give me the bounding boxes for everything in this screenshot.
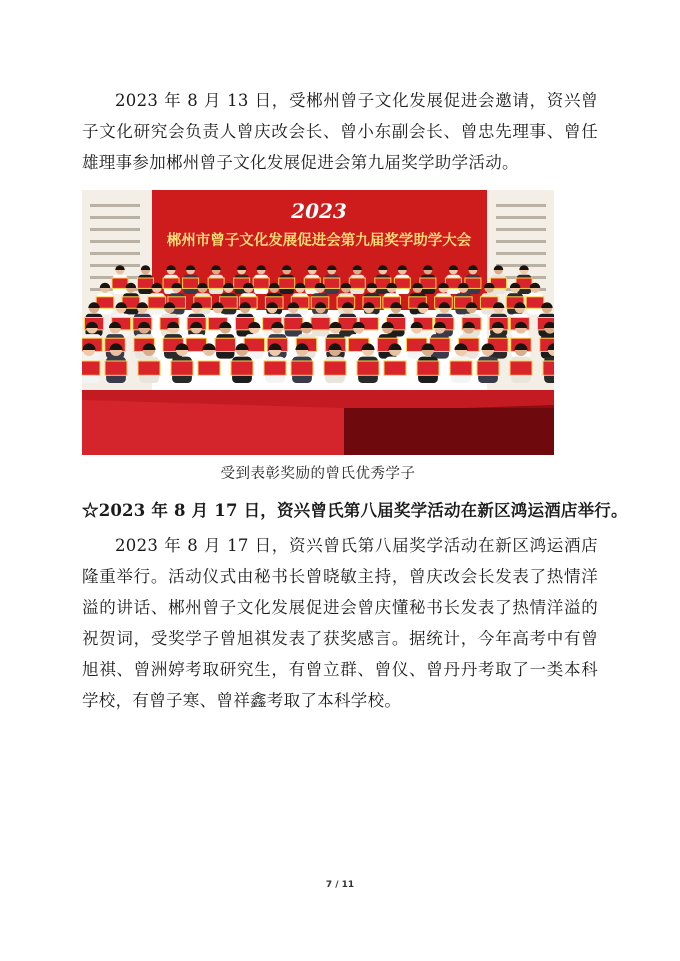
- banner-title: 郴州市曾子文化发展促进会第九届奖学助学大会: [166, 233, 472, 249]
- award-group-photo: [82, 190, 554, 455]
- section-heading: ☆2023 年 8 月 17 日，资兴曾氏第八届奖学活动在新区鸿运酒店举行。: [82, 501, 628, 520]
- banner-year: 2023: [291, 199, 347, 223]
- photo-caption: 受到表彰奖励的曾氏优秀学子: [220, 466, 416, 482]
- event-paragraph: 2023 年 8 月 17 日，资兴曾氏第八届奖学活动在新区鸿运酒店隆重举行。活动仪式由秘书长曾晓敏主持，曾庆改会长发表了热情洋溢的讲话、郴州曾子文化发展促进会曾庆懂秘书长发表了热情洋溢的祝贺词，受奖学子曾旭祺发表了获奖感言。据统计，今年高考中有曾旭祺、曾洲婷考取研究生，有曾立群、曾仪、曾丹丹考取了一类本科学校，有曾子寒、曾祥鑫考取了本科学校。: [82, 536, 598, 710]
- page-number: 7 / 11: [325, 880, 355, 890]
- intro-paragraph: 2023 年 8 月 13 日，受郴州曾子文化发展促进会邀请，资兴曾子文化研究会负责人曾庆改会长、曾小东副会长、曾忠先理事、曾任雄理事参加郴州曾子文化发展促进会第九届奖学助学活动。: [82, 91, 598, 172]
